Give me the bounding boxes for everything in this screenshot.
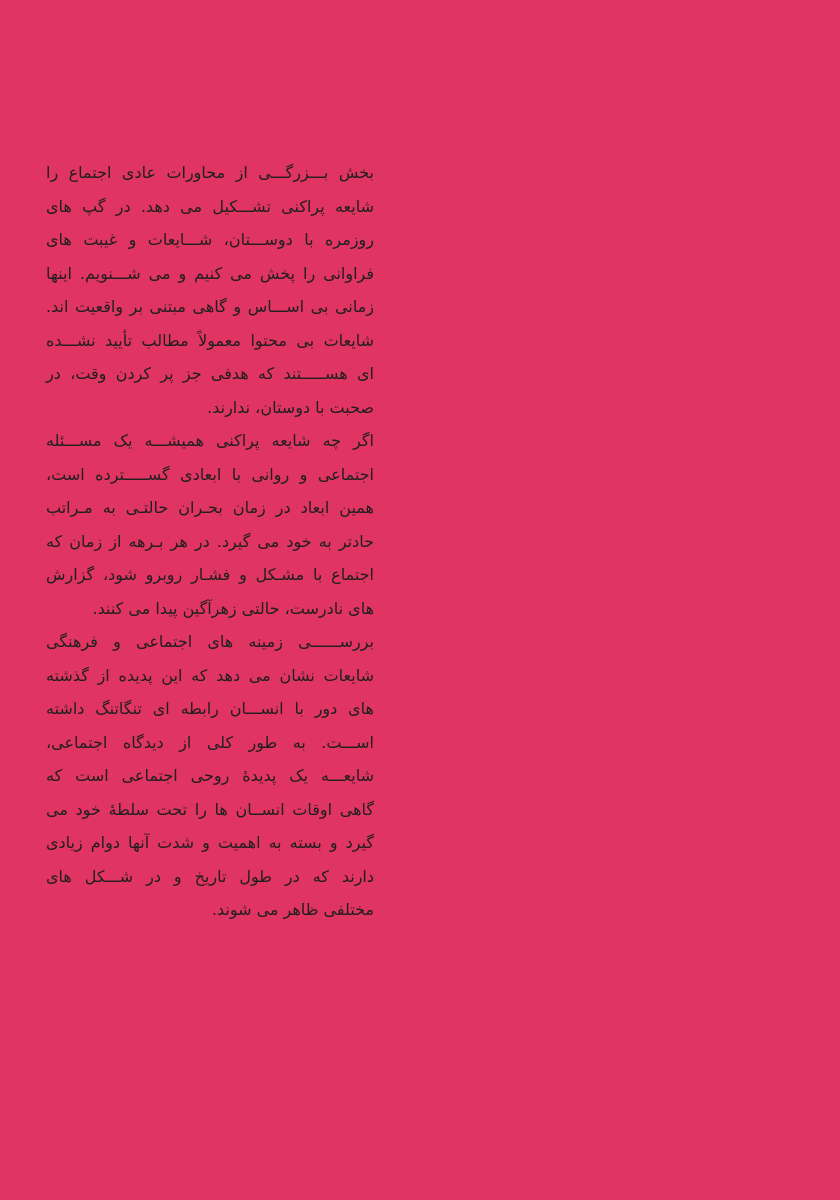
text-line: مختلفی ظاهر می شوند. xyxy=(211,900,374,919)
back-cover-text xyxy=(46,156,374,927)
text-line: اســـت. به طور کلی از دیدگاه اجتماعی، xyxy=(46,732,374,752)
text-line: گیرد و بسته به اهمیت و شدت آنها دوام زیادی xyxy=(46,833,374,852)
text-line: زمانی بی اســـاس و گاهی مبتنی بر واقعیت اند. xyxy=(46,297,374,316)
text-line: فراوانی را پخش می کنیم و می شـــنویم. اینها xyxy=(46,263,374,283)
text-line: شایعـــه یک پدیدهٔ روحی اجتماعی است که xyxy=(46,766,374,785)
text-line: بخش بـــزرگـــی از محاورات عادی اجتماع را xyxy=(46,163,374,182)
text-line: های دور با انســـان رابطه ای تنگاتنگ داشته xyxy=(46,699,374,718)
text-line: دارند که در طول تاریخ و در شـــکل های xyxy=(46,866,374,886)
text-line: صحبت با دوستان، ندارند. xyxy=(207,397,374,417)
text-line: اجتماع با مشـکل و فشـار روبرو شود، گزارش xyxy=(46,565,374,584)
text-line: روزمره با دوســـتان، شـــایعات و غیبت های xyxy=(46,230,374,249)
text-line: همین ابعاد در زمان بحـران حالتـی به مـراتب xyxy=(46,498,374,517)
text-line: بررســــــی زمینه های اجتماعی و فرهنگی xyxy=(46,632,374,651)
text-line: ای هســـــتند که هدفی جز پر کردن وقت، در xyxy=(46,364,374,383)
text-line: شایعات نشان می دهد که این پدیده از گذشته xyxy=(46,665,374,685)
text-line: اگر چه شایعه پراکنی همیشـــه یک مســـئله xyxy=(46,431,374,450)
text-line: شایعات بی محتوا معمولاً مطالب تأیید نشـــده xyxy=(46,330,374,350)
text-line: اجتماعی و روانی با ابعادی گســـــترده است، xyxy=(46,464,374,484)
text-line: شایعه پراکنی تشـــکیل می دهد. در گپ های xyxy=(46,196,374,216)
text-line: حادتر به خود می گیرد. در هر بـرهه از زمان که xyxy=(46,531,374,551)
text-line: های نادرست، حالتی زهرآگین پیدا می کنند. xyxy=(92,598,374,618)
text-line: گاهی اوقات انســان ها را تحت سلطهٔ خود می xyxy=(46,799,374,819)
